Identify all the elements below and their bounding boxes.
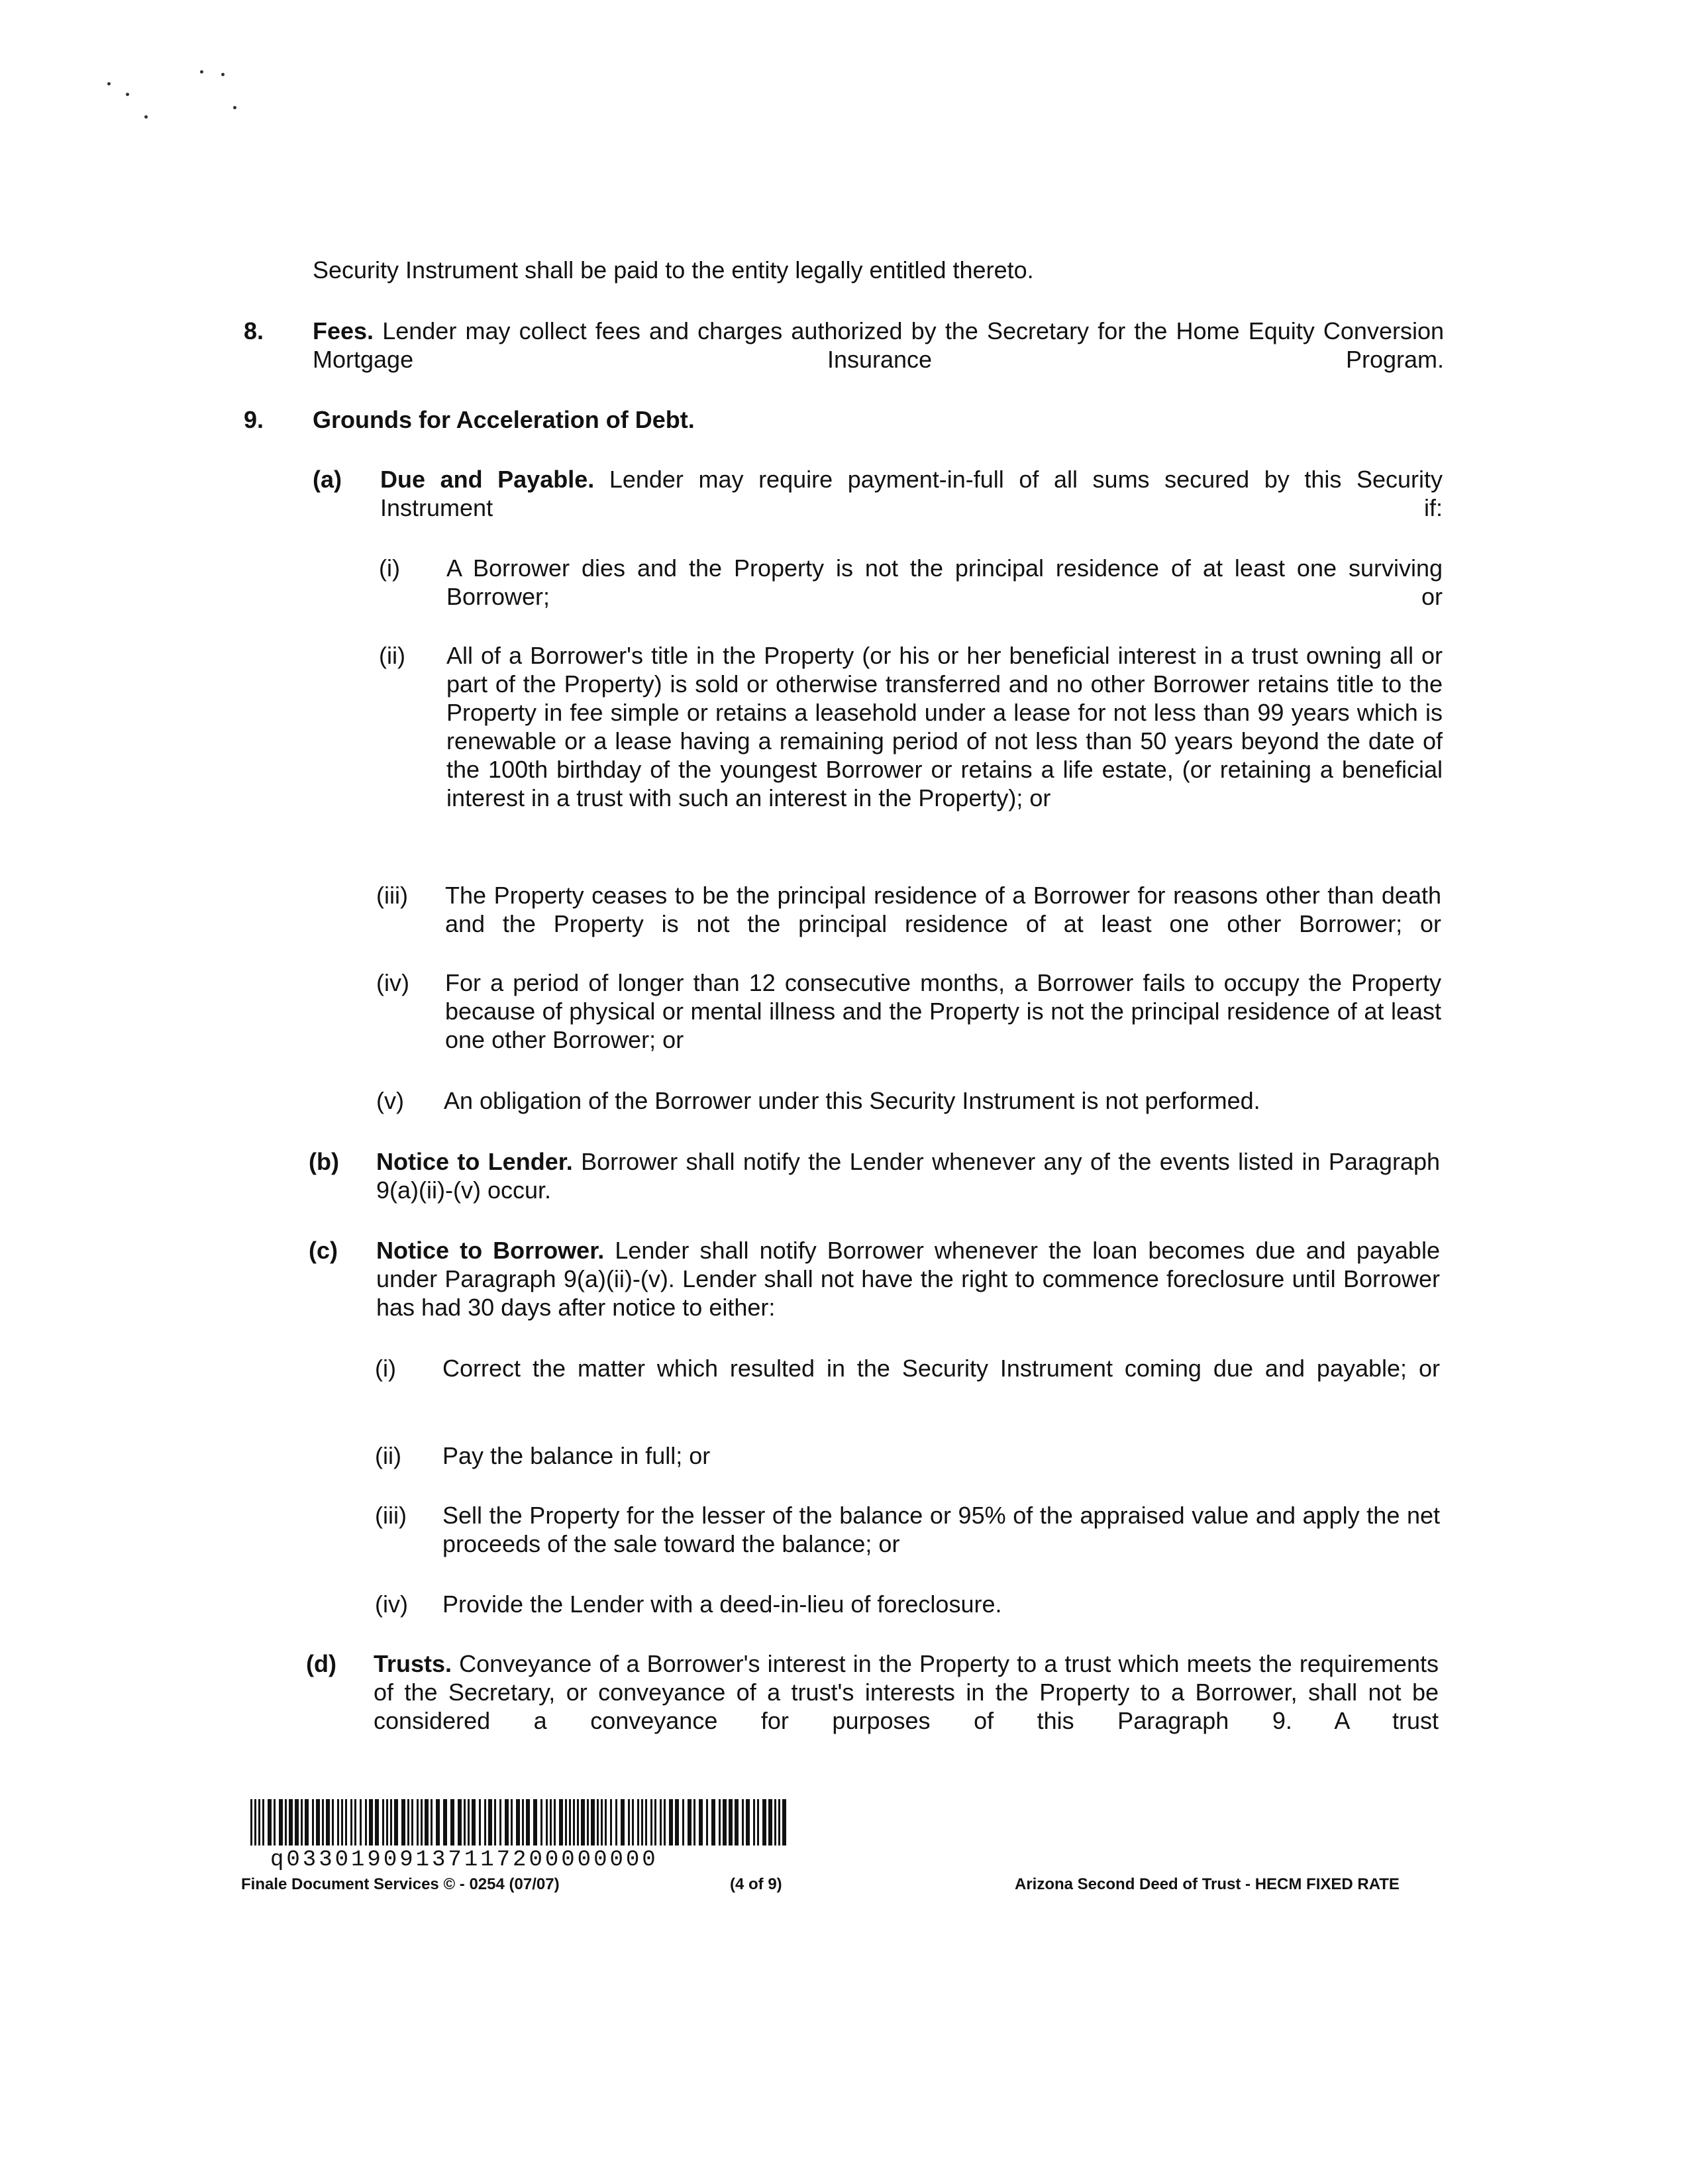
subsection-label: (b) <box>309 1148 339 1175</box>
item-label: (i) <box>379 554 400 582</box>
barcode-bar <box>425 1799 429 1846</box>
subsection-d-text <box>374 1649 1439 1735</box>
barcode-bar <box>390 1799 392 1846</box>
barcode-bar <box>450 1799 454 1846</box>
barcode-bar <box>610 1799 612 1846</box>
section-body: Lender may collect fees and charges authorized by the Secretary for the Home Equity Conversion Mortgage Insurance Program. <box>313 317 1445 373</box>
barcode-bar <box>654 1799 656 1846</box>
subsection-title: Trusts. <box>374 1650 452 1677</box>
barcode-bar <box>540 1799 542 1846</box>
subsection-label: (d) <box>306 1650 336 1677</box>
barcode-bar <box>268 1799 272 1846</box>
barcode-bar <box>778 1799 780 1846</box>
barcode-bar <box>774 1799 776 1846</box>
scan-speck <box>107 82 111 85</box>
section-9-title <box>313 405 1439 434</box>
barcode-bar <box>443 1799 447 1846</box>
barcode-bar <box>693 1799 695 1846</box>
subsection-title: Notice to Lender. <box>376 1148 573 1175</box>
subsection-c-text <box>376 1236 1440 1322</box>
barcode-bar <box>645 1799 647 1846</box>
barcode-bar <box>295 1799 299 1846</box>
barcode-bar <box>682 1799 684 1846</box>
subsection-title: Due and Payable. <box>380 466 595 493</box>
barcode-bar <box>753 1799 755 1846</box>
barcode-bar <box>301 1799 303 1846</box>
barcode-bar <box>688 1799 691 1846</box>
barcode-bar <box>468 1799 470 1846</box>
footer-right: Arizona Second Deed of Trust - HECM FIXED RATE <box>1015 1875 1400 1893</box>
barcode-bar <box>719 1799 721 1846</box>
section-title: Grounds for Acceleration of Debt. <box>313 406 695 433</box>
barcode-bar <box>494 1799 496 1846</box>
subsection-a-text <box>380 465 1443 522</box>
barcode-bar <box>322 1799 324 1846</box>
section-8-text <box>313 317 1444 374</box>
barcode-bar <box>569 1799 571 1846</box>
barcode-bar <box>729 1799 733 1846</box>
item-text: All of a Borrower's title in the Property (or his or her beneficial interest in a trust owning all or part of the Property) is sold or otherwise transferred and no other Borrower retains title to the Property in fee simple or retains a leasehold under a lease for not less than 99 years which is renewable or a lease having a remaining period of not less than 50 years beyond the date of the 100th birthday of the youngest Borrower or retains a life estate, (or retaining a beneficial interest in a trust with such an interest in the Property); or <box>446 642 1443 811</box>
scan-speck <box>221 73 225 76</box>
item-text: Correct the matter which resulted in the Security Instrument coming due and payable; or <box>442 1355 1440 1382</box>
barcode-bar <box>559 1799 563 1846</box>
barcode-bar <box>565 1799 567 1846</box>
footer-left: Finale Document Services © - 0254 (07/07) <box>241 1875 560 1893</box>
barcode-bar <box>699 1799 703 1846</box>
barcode-bar <box>641 1799 643 1846</box>
barcode-bar <box>669 1799 673 1846</box>
barcode-bar <box>660 1799 662 1846</box>
barcode-bar <box>516 1799 520 1846</box>
barcode-bar <box>360 1799 362 1846</box>
barcode-bar <box>757 1799 759 1846</box>
barcode-bar <box>522 1799 524 1846</box>
barcode-bar <box>326 1799 330 1846</box>
scan-speck <box>200 70 203 74</box>
barcode-bar <box>746 1799 750 1846</box>
item-text: Provide the Lender with a deed-in-lieu of foreclosure. <box>442 1590 1002 1618</box>
item-label: (iv) <box>375 1590 408 1618</box>
barcode-bar <box>511 1799 513 1846</box>
barcode-bar <box>735 1799 739 1846</box>
footer-page-number: (4 of 9) <box>730 1875 782 1893</box>
barcode-bar <box>421 1799 423 1846</box>
barcode-bar <box>279 1799 283 1846</box>
item-text: For a period of longer than 12 consecutive months, a Borrower fails to occupy the Property because of physical or mental illness and the Property is not the principal residence of at least one other Borrower; or <box>445 969 1441 1053</box>
item-label: (ii) <box>379 642 405 669</box>
barcode-bar <box>369 1799 373 1846</box>
barcode-bar <box>345 1799 347 1846</box>
barcode-bar <box>479 1799 481 1846</box>
subsection-body: Lender shall notify Borrower whenever the loan becomes due and payable under Paragraph 9(a)(ii)-(v). Lender shall not have the right to commence foreclosure until Borrower has had 30 days after notice to either: <box>376 1237 1440 1321</box>
item-label: (iv) <box>376 969 409 996</box>
barcode-bar <box>597 1799 599 1846</box>
subsection-body: Lender may require payment-in-full of all sums secured by this Security Instrument if: <box>380 466 1443 521</box>
barcode-bar <box>274 1799 276 1846</box>
item-text: The Property ceases to be the principal residence of a Borrower for reasons other than death and the Property is not the principal residence of at least one other Borrower; or <box>445 882 1441 937</box>
barcode-bar <box>350 1799 352 1846</box>
barcode-bar <box>337 1799 339 1846</box>
section-number: 9. <box>244 406 264 433</box>
barcode-bar <box>591 1799 595 1846</box>
barcode-bar <box>305 1799 309 1846</box>
barcode-bar <box>723 1799 727 1846</box>
barcode-bar <box>505 1799 509 1846</box>
item-text: An obligation of the Borrower under this Security Instrument is not performed. <box>444 1087 1260 1114</box>
barcode-bar <box>675 1799 679 1846</box>
barcode-bar <box>526 1799 530 1846</box>
barcode-bar <box>431 1799 433 1846</box>
subsection-title: Notice to Borrower. <box>376 1237 605 1264</box>
subsection-body: Conveyance of a Borrower's interest in the Property to a trust which meets the requirements of the Secretary, or conveyance of a trust's interests in the Property to a Borrower, shall not be considered a conveyance for purposes of this Paragraph 9. A trust <box>374 1650 1439 1734</box>
barcode-bar <box>394 1799 398 1846</box>
barcode-bar <box>332 1799 334 1846</box>
barcode-bar <box>258 1799 260 1846</box>
subsection-body: Borrower shall notify the Lender whenever any of the events listed in Paragraph 9(a)(ii)-(v) occur. <box>376 1148 1440 1204</box>
barcode-bar <box>499 1799 501 1846</box>
barcode-bar <box>436 1799 440 1846</box>
barcode-bar <box>354 1799 356 1846</box>
barcode-bar <box>664 1799 666 1846</box>
barcode-bar <box>382 1799 384 1846</box>
barcode-bar <box>533 1799 537 1846</box>
barcode-bar <box>546 1799 548 1846</box>
subsection-label: (c) <box>309 1237 338 1264</box>
barcode-bar <box>417 1799 419 1846</box>
barcode-bar <box>628 1799 630 1846</box>
barcode-bar <box>472 1799 476 1846</box>
barcode-bar <box>407 1799 409 1846</box>
barcode-bar <box>706 1799 708 1846</box>
barcode-bar <box>464 1799 466 1846</box>
barcode-bar <box>312 1799 314 1846</box>
barcode-bar <box>484 1799 486 1846</box>
barcode-bar <box>458 1799 462 1846</box>
barcode-bar <box>762 1799 766 1846</box>
scan-speck <box>126 93 129 96</box>
barcode-bar <box>375 1799 379 1846</box>
barcode-bar <box>621 1799 625 1846</box>
section-number: 8. <box>244 317 264 344</box>
barcode-bar <box>605 1799 607 1846</box>
item-text: Pay the balance in full; or <box>442 1442 711 1469</box>
section-title: Fees. <box>313 317 374 344</box>
barcode-bar <box>554 1799 556 1846</box>
subsection-label: (a) <box>313 466 342 493</box>
carryover-text: Security Instrument shall be paid to the entity legally entitled thereto. <box>313 256 1034 284</box>
barcode-bar <box>285 1799 287 1846</box>
scan-speck <box>233 106 236 109</box>
barcode-bar <box>401 1799 405 1846</box>
barcode-bar <box>601 1799 603 1846</box>
barcode-bar <box>386 1799 388 1846</box>
barcode-bar <box>615 1799 617 1846</box>
item-label: (v) <box>376 1087 404 1114</box>
item-label: (i) <box>375 1355 396 1382</box>
barcode-bar <box>411 1799 413 1846</box>
barcode-bar <box>577 1799 579 1846</box>
scan-speck <box>144 115 148 119</box>
barcode-number: q03301909137117200000000 <box>270 1847 658 1873</box>
barcode-bar <box>587 1799 589 1846</box>
barcode-bar <box>262 1799 264 1846</box>
subsection-b-text <box>376 1147 1440 1204</box>
item-label: (ii) <box>375 1442 401 1469</box>
barcode-bar <box>742 1799 744 1846</box>
barcode-bar <box>632 1799 634 1846</box>
barcode-bar <box>711 1799 715 1846</box>
barcode-bar <box>250 1799 252 1846</box>
barcode-bar <box>782 1799 786 1846</box>
barcode-bar <box>316 1799 320 1846</box>
item-label: (iii) <box>375 1502 407 1529</box>
barcode-bar <box>768 1799 772 1846</box>
barcode-bar <box>573 1799 575 1846</box>
barcode-bar <box>550 1799 552 1846</box>
barcode-bar <box>637 1799 639 1846</box>
item-text: A Borrower dies and the Property is not the principal residence of at least one surviving Borrower; or <box>446 554 1443 610</box>
barcode-bar <box>254 1799 256 1846</box>
barcode-bar <box>581 1799 585 1846</box>
barcode-bar <box>341 1799 343 1846</box>
barcode-bar <box>488 1799 492 1846</box>
item-text: Sell the Property for the lesser of the balance or 95% of the appraised value and apply the net proceeds of the sale toward the balance; or <box>442 1502 1440 1557</box>
barcode-bar <box>650 1799 652 1846</box>
item-label: (iii) <box>376 882 408 909</box>
barcode-bar <box>289 1799 293 1846</box>
barcode-bar <box>365 1799 367 1846</box>
